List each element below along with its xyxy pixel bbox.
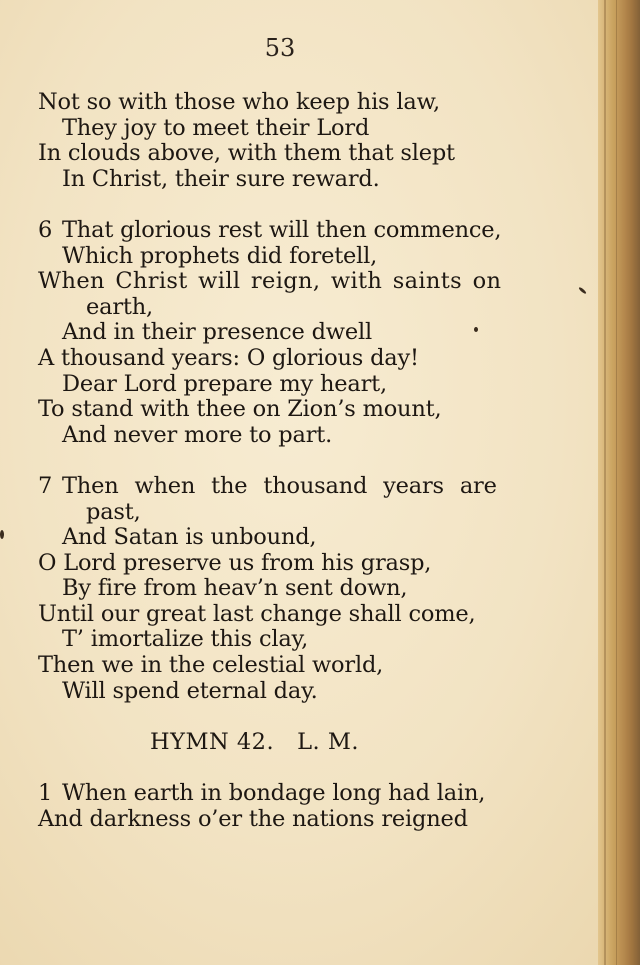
stanza-gap [38, 704, 518, 730]
stanza-gap [38, 192, 518, 218]
stanza-number: 1 [38, 780, 53, 807]
verse-text: That glorious rest will then commence, [62, 216, 502, 243]
verse-line: And darkness o’er the nations reigned [38, 805, 468, 832]
verse-line: When Christ will reign, with saints on [38, 268, 502, 295]
stanza-number: 6 [38, 216, 53, 243]
verse-line: In clouds above, with them that slept [38, 140, 455, 167]
stanza-gap [38, 448, 518, 474]
ink-speck [578, 286, 587, 294]
verse-line [38, 781, 518, 807]
hymn-text [38, 90, 518, 832]
verse-line: Will spend eternal day. [62, 677, 318, 704]
verse-line: And in their presence dwell [62, 319, 372, 346]
verse-line: Not so with those who keep his law, [38, 89, 440, 115]
stanza-number: 7 [38, 472, 53, 499]
verse-text: Then when the thousand years are [62, 472, 497, 499]
verse-line: To stand with thee on Zion’s mount, [38, 396, 442, 423]
verse-line [38, 474, 518, 500]
verse-line: T’ imortalize this clay, [62, 626, 309, 653]
verse-line: Until our great last change shall come, [38, 600, 476, 627]
verse-line: earth, [86, 293, 153, 320]
verse-line: Then we in the celestial world, [38, 652, 384, 679]
verse-text: When earth in bondage long had lain, [62, 780, 486, 807]
verse-line: past, [86, 498, 141, 525]
verse-line: They joy to meet their Lord [62, 114, 370, 141]
verse-line [38, 218, 518, 244]
verse-line: In Christ, their sure reward. [62, 165, 380, 192]
verse-line: Which prophets did foretell, [62, 242, 378, 269]
verse-line: And never more to part. [62, 421, 333, 448]
page-number: 53 [264, 34, 296, 62]
verse-line: By fire from heav’n sent down, [62, 575, 408, 602]
book-spine-edge [598, 0, 640, 965]
verse-line: And Satan is unbound, [62, 524, 317, 551]
hymn-heading: HYMN 42. L. M. [150, 728, 360, 755]
stanza-gap [38, 755, 518, 781]
ink-speck [0, 530, 4, 539]
verse-line: A thousand years: O glorious day! [38, 344, 419, 371]
verse-line: Dear Lord prepare my heart, [62, 370, 387, 397]
verse-line: O Lord preserve us from his grasp, [38, 549, 432, 576]
